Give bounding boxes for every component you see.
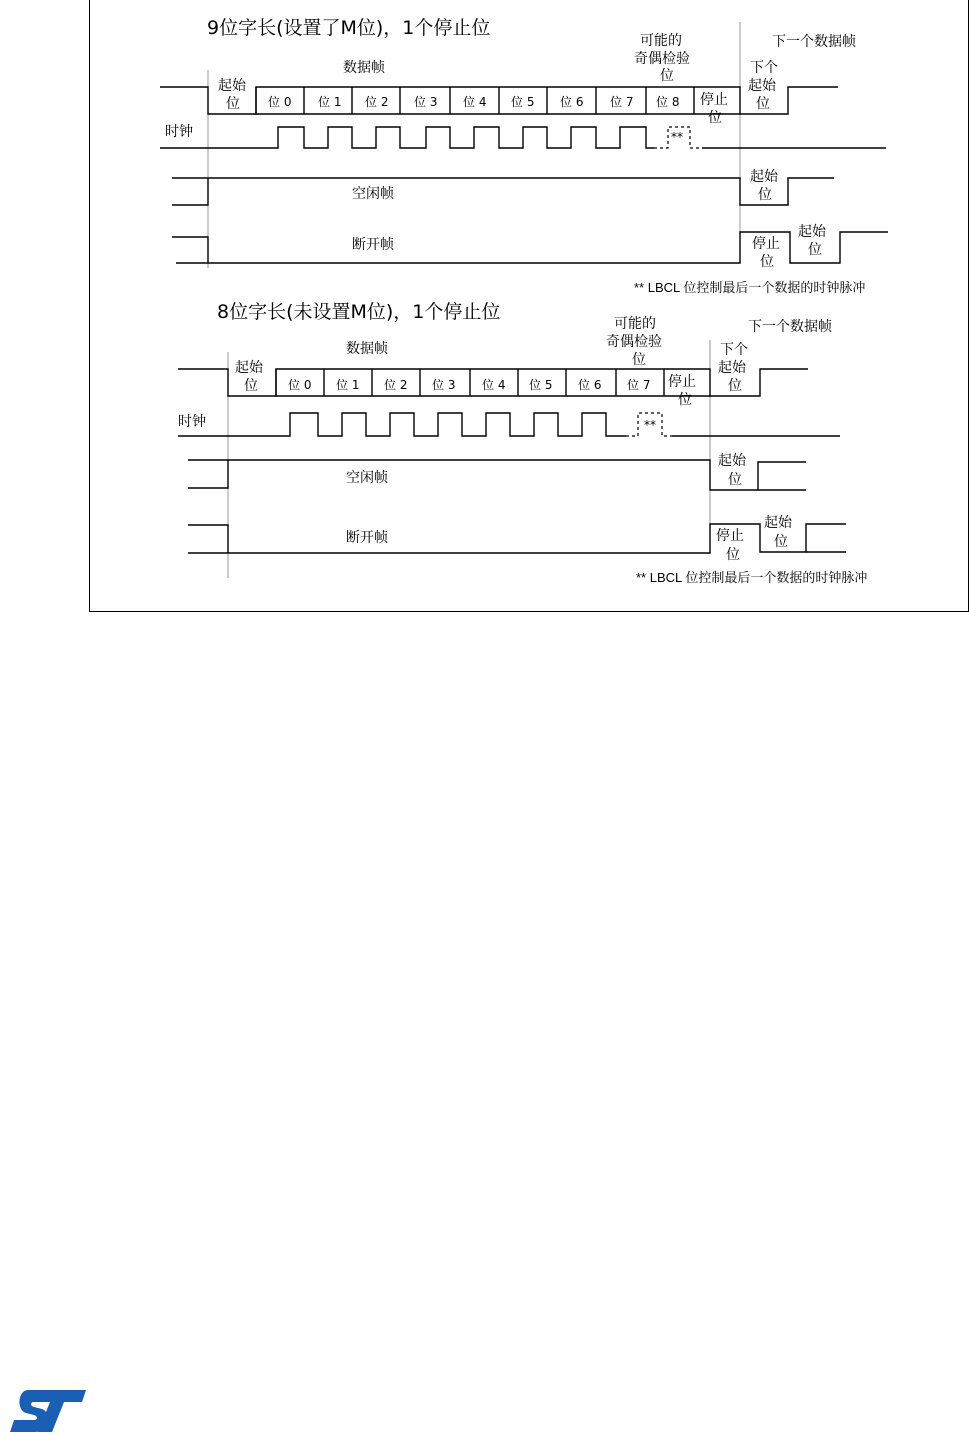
clock-marker: ** <box>671 130 683 144</box>
bit-label: 位 3 <box>414 95 438 109</box>
break-signal <box>188 524 846 553</box>
bit-label: 位 8 <box>656 95 680 109</box>
next-frame-label: 下一个数据帧 <box>748 319 832 335</box>
break-stop-label-1: 停止 <box>716 528 744 544</box>
diagram-9bit <box>160 17 888 295</box>
start-bit-label-1: 起始 <box>218 78 246 94</box>
clock-signal <box>178 413 626 436</box>
break-start-label-2: 位 <box>774 534 788 550</box>
st-logo <box>8 1388 86 1434</box>
start-bit-label-1: 起始 <box>235 360 263 376</box>
bit-label: 位 5 <box>511 95 535 109</box>
stop-bit-label-1: 停止 <box>700 92 728 108</box>
break-signal <box>172 232 888 263</box>
bit-label: 位 1 <box>318 95 342 109</box>
parity-label-3: 位 <box>632 352 646 368</box>
idle-start-label-1: 起始 <box>750 169 778 185</box>
data-frame-label: 数据帧 <box>346 341 388 357</box>
bit-label: 位 0 <box>268 95 292 109</box>
bit-label: 位 3 <box>432 378 456 392</box>
next-start-label-2: 起始 <box>718 360 746 376</box>
st-logo-mark <box>10 1390 86 1432</box>
bit-label: 位 1 <box>336 378 360 392</box>
clock-label: 时钟 <box>178 414 206 430</box>
idle-frame-label: 空闲帧 <box>352 186 394 202</box>
next-start-label-1: 下个 <box>750 60 778 76</box>
parity-label-3: 位 <box>660 68 674 84</box>
parity-label-1: 可能的 <box>640 33 682 49</box>
diagram-title: 9位字长(设置了M位)，1个停止位 <box>207 17 491 39</box>
bit-label: 位 2 <box>384 378 408 392</box>
next-start-label-3: 位 <box>756 96 770 112</box>
bit-label: 位 4 <box>482 378 506 392</box>
break-start-label-2: 位 <box>808 242 822 258</box>
break-frame-label: 断开帧 <box>352 237 394 253</box>
bit-label: 位 5 <box>529 378 553 392</box>
bit-label: 位 7 <box>627 378 651 392</box>
diagram-title: 8位字长(未设置M位)，1个停止位 <box>217 301 501 323</box>
next-frame-label: 下一个数据帧 <box>772 34 856 50</box>
bit-label: 位 2 <box>365 95 389 109</box>
break-stop-label-2: 位 <box>726 547 740 563</box>
bit-label: 位 0 <box>288 378 312 392</box>
bit-label: 位 4 <box>463 95 487 109</box>
bit-label: 位 7 <box>610 95 634 109</box>
next-start-label-2: 起始 <box>748 78 776 94</box>
start-bit-label-2: 位 <box>244 378 258 394</box>
parity-label-2: 奇偶检验 <box>634 51 690 67</box>
idle-start-label-1: 起始 <box>718 453 746 469</box>
parity-label-2: 奇偶检验 <box>606 334 662 350</box>
bit-label: 位 6 <box>560 95 584 109</box>
break-stop-label-2: 位 <box>760 254 774 270</box>
idle-start-label-2: 位 <box>728 472 742 488</box>
bit-label: 位 6 <box>578 378 602 392</box>
clock-label: 时钟 <box>165 124 193 140</box>
parity-label-1: 可能的 <box>614 316 656 332</box>
break-start-label-1: 起始 <box>798 224 826 240</box>
idle-start-label-2: 位 <box>758 187 772 203</box>
clock-signal <box>160 127 654 148</box>
idle-frame-label: 空闲帧 <box>346 470 388 486</box>
idle-signal <box>188 460 806 490</box>
next-start-label-3: 位 <box>728 378 742 394</box>
stop-bit-label-2: 位 <box>678 392 692 408</box>
start-bit-label-2: 位 <box>226 96 240 112</box>
stop-bit-label-2: 位 <box>708 110 722 126</box>
usart-timing-diagram <box>0 0 969 620</box>
next-start-label-1: 下个 <box>720 342 748 358</box>
break-stop-label-1: 停止 <box>752 236 780 252</box>
diagram-8bit <box>178 301 867 585</box>
idle-signal <box>172 178 834 205</box>
lbcl-note: ** LBCL 位控制最后一个数据的时钟脉冲 <box>636 570 868 585</box>
clock-marker: ** <box>644 418 656 432</box>
break-frame-label: 断开帧 <box>346 530 388 546</box>
data-frame-label: 数据帧 <box>343 60 385 76</box>
stop-bit-label-1: 停止 <box>668 374 696 390</box>
lbcl-note: ** LBCL 位控制最后一个数据的时钟脉冲 <box>634 280 866 295</box>
break-start-label-1: 起始 <box>764 515 792 531</box>
